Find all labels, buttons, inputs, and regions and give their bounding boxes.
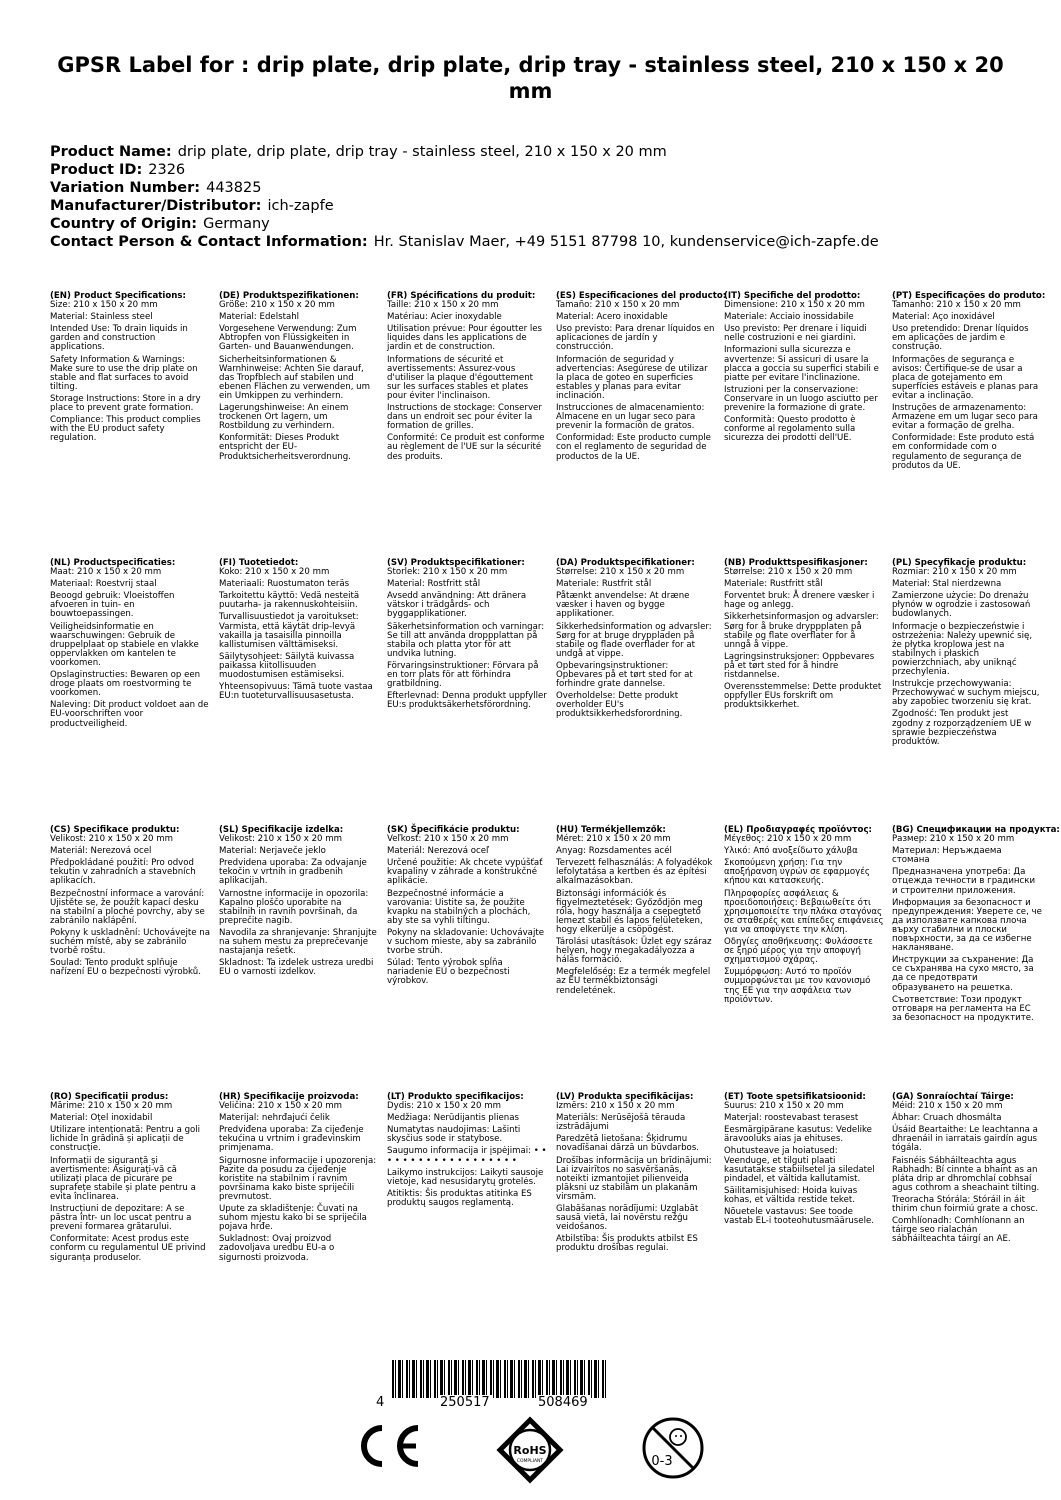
spec-block bbox=[387, 826, 547, 1088]
spec-line: Informații de siguranță și avertismente: Asigurați-vă că utilizați placa de picurare pe suprafețe stabile și plate pentru a evita înclinarea. bbox=[50, 1155, 196, 1202]
spec-line: Paredzētā lietošana: Šķidrumu novadīšanai dārzā un būvdarbos. bbox=[556, 1134, 700, 1154]
spec-line: Sigurnosne informacije i upozorenja: Pazite da posudu za cijeđenje koristite na stabilnim i ravnim površinama kako biste spriječili prevrnutost. bbox=[219, 1155, 377, 1202]
barcode-digits-right: 508469 bbox=[538, 1395, 588, 1410]
rohs-text: RoHS bbox=[513, 1444, 547, 1457]
spec-line: Materiaal: Roestvrij staal bbox=[50, 579, 157, 590]
spec-block-heading: (BG) Спецификации на продукта: bbox=[892, 825, 1060, 835]
spec-line: Uso previsto: Per drenare i liquidi nelle costruzioni e nei giardini. bbox=[724, 324, 867, 344]
info-row bbox=[50, 179, 1030, 197]
spec-line: Forventet bruk: Å drenere væsker i hage og anlegg. bbox=[724, 591, 875, 611]
spec-line: Инструкции за съхранение: Да се съхранява на сухо място, за да се предотврати образуването на решетка. bbox=[892, 955, 1034, 993]
spec-line: Pokyny na skladovanie: Uchovávajte v suchom mieste, aby sa zabránilo tvorbe strúh. bbox=[387, 927, 544, 957]
info-value: 2326 bbox=[148, 162, 186, 178]
spec-line: Dydis: 210 x 150 x 20 mm bbox=[387, 1101, 501, 1112]
product-info bbox=[50, 143, 1030, 251]
spec-line: Compliance: This product complies with the EU product safety regulation. bbox=[50, 415, 201, 444]
spec-line: Lagerungshinweise: An einem trockenen Ort lagern, um Rostbildung zu verhindern. bbox=[219, 403, 349, 432]
spec-block bbox=[892, 291, 1046, 554]
spec-line: Veličina: 210 x 150 x 20 mm bbox=[219, 1101, 343, 1112]
spec-line: Taille: 210 x 150 x 20 mm bbox=[387, 300, 499, 311]
age-warning-icon bbox=[640, 1415, 706, 1481]
spec-line: Sicherheitsinformationen & Warnhinweise: Achten Sie darauf, das Tropfblech auf stabilen und ebenen Flächen zu verwenden, um ein Umkippen zu verhindern. bbox=[219, 354, 371, 401]
spec-block-heading: (CS) Specifikace produktu: bbox=[50, 825, 180, 835]
spec-line: Tervezett felhasználás: A folyadékok lefolytatása a kertben és az építési alkalmazásokban. bbox=[556, 858, 713, 887]
spec-line: Materiál: Nerezová ocel bbox=[50, 846, 152, 857]
spec-block bbox=[387, 1093, 547, 1325]
spec-line: Materiał: Stal nierdzewna bbox=[892, 579, 1002, 590]
spec-block bbox=[219, 1093, 379, 1325]
spec-line: Съответствие: Този продукт отговаря на регламента на ЕС за безопасност на продуктите. bbox=[892, 994, 1034, 1023]
spec-line: Eesmärgipärane kasutus: Vedelike äravooluks aias ja ehituses. bbox=[724, 1125, 872, 1145]
spec-line: Informações de segurança e avisos: Certifique-se de usar a placa de gotejamento em superfícies estáveis e planas para evitar a inclinação. bbox=[892, 354, 1039, 401]
spec-line: Konformität: Dieses Produkt entspricht der EU-Produktsicherheitsverordnung. bbox=[219, 433, 351, 462]
spec-line: Instructions de stockage: Conserver dans un endroit sec pour éviter la formation de grilles. bbox=[387, 403, 542, 432]
spec-block-heading: (ET) Toote spetsifikatsioonid: bbox=[724, 1092, 866, 1102]
spec-block bbox=[387, 559, 547, 821]
spec-line: Material: Aço inoxidável bbox=[892, 312, 995, 323]
spec-line: Größe: 210 x 150 x 20 mm bbox=[219, 300, 335, 311]
spec-block bbox=[556, 826, 716, 1088]
spec-block bbox=[50, 292, 210, 554]
spec-line: Materiale: Acciaio inossidabile bbox=[724, 312, 854, 323]
spec-block-heading: (DA) Produktspecifikationer: bbox=[556, 558, 695, 568]
spec-block-heading: (IT) Specifiche del prodotto: bbox=[724, 291, 861, 301]
spec-line: Conformitate: Acest produs este conform cu regulamentul UE privind siguranța produselor. bbox=[50, 1234, 206, 1263]
spec-line: Vorgesehene Verwendung: Zum Abtropfen von Flüssigkeiten in Garten- und Bauanwendungen. bbox=[219, 324, 357, 353]
spec-line: Izmērs: 210 x 150 x 20 mm bbox=[556, 1101, 675, 1112]
spec-line: Uso previsto: Para drenar líquidos en aplicaciones de jardín y construcción. bbox=[556, 324, 715, 353]
spec-line: Tárolási utasítások: Üzlet egy száraz helyen, hogy megakadályozza a hálás formáció. bbox=[556, 937, 712, 966]
spec-block-heading: (HU) Termékjellemzők: bbox=[556, 825, 666, 835]
spec-line: Συμμόρφωση: Αυτό το προϊόν συμμορφώνεται με τον κανονισμό της ΕΕ για την ασφάλεια των προϊόντων. bbox=[724, 967, 871, 1005]
spec-line: Laikymo instrukcijos: Laikyti sausoje vietoje, kad nesusidarytų grotelės. bbox=[387, 1167, 544, 1187]
spec-line: Instrucțiuni de depozitare: A se păstra într- un loc uscat pentru a preveni formarea grătarului. bbox=[50, 1204, 192, 1233]
spec-line: Informacje o bezpieczeństwie i ostrzeżenia: Należy upewnić się, że płytka kroplowa jest na stabilnych i płaskich powierzchniach, aby uniknąć przechylenia. bbox=[892, 621, 1033, 678]
spec-line: Safety Information & Warnings: Make sure to use the drip plate on stable and flat surfaces to avoid tilting. bbox=[50, 354, 198, 392]
spec-block-heading: (PT) Especificações do produto: bbox=[892, 291, 1046, 301]
info-row bbox=[50, 143, 1030, 161]
spec-block bbox=[724, 1093, 884, 1325]
spec-line: Varnostne informacije in opozorila: Kapalno ploščo uporabite na stabilnih in ravnih površinah, da preprečite nagib. bbox=[219, 888, 369, 926]
spec-block-heading: (SK) Špecifikácie produktu: bbox=[387, 825, 520, 835]
spec-line: Opbevaringsinstruktioner: Opbevares på et tørt sted for at forhindre grate dannelse. bbox=[556, 660, 693, 690]
spec-line: Materiale: Rustfrit stål bbox=[556, 579, 652, 590]
spec-line: Drošības informācija un brīdinājumi: Lai izvairītos no sasvēršanās, noteikti izmantojiet pilienveida plāksni uz stabilām un plakanām virsmām. bbox=[556, 1155, 712, 1202]
spec-line: Instrukcje przechowywania: Przechowywać w suchym miejscu, aby zapobiec tworzeniu się krat. bbox=[892, 679, 1040, 708]
rohs-compliant-text: COMPLIANT bbox=[516, 1459, 544, 1464]
spec-line: Velikost: 210 x 150 x 20 mm bbox=[50, 834, 173, 845]
spec-block bbox=[892, 559, 1042, 821]
spec-block-heading: (GA) Sonraíochtaí Táirge: bbox=[892, 1092, 1014, 1102]
info-row bbox=[50, 161, 1030, 179]
spec-block bbox=[387, 292, 547, 554]
info-row bbox=[50, 215, 1030, 233]
spec-line: Materiale: Rustfritt stål bbox=[724, 579, 823, 590]
spec-line: Nõuetele vastavus: See toode vastab EL-i tooteohutusmäärusele. bbox=[724, 1207, 874, 1227]
spec-block-heading: (ES) Especificaciones del producto: bbox=[556, 291, 727, 301]
spec-line: Størrelse: 210 x 150 x 20 mm bbox=[556, 567, 685, 578]
spec-block bbox=[724, 292, 884, 554]
spec-line: Efterlevnad: Denna produkt uppfyller EU:s produktsäkerhetsförordning. bbox=[387, 691, 547, 711]
spec-line: Förvaringsinstruktioner: Förvara på en torr plats för att förhindra gratbildning. bbox=[387, 660, 539, 690]
spec-block bbox=[724, 826, 884, 1088]
spec-block-heading: (FI) Tuotetiedot: bbox=[219, 558, 299, 568]
info-value: Hr. Stanislav Maer, +49 5151 87798 10, kundenservice@ich-zapfe.de bbox=[373, 234, 879, 250]
barcode-digits-left: 250517 bbox=[440, 1395, 490, 1410]
barcode-bars bbox=[392, 1360, 607, 1398]
spec-line: Predvidena uporaba: Za odvajanje tekočin v vrtnih in gradbenih aplikacijah. bbox=[219, 858, 367, 887]
spec-line: Информация за безопасност и предупреждения: Уверете се, че да използвате капкова плоча върху стабилни и плоски повърхности, за да се избегне накланяване. bbox=[892, 897, 1042, 954]
spec-line: Säilytysohjeet: Säilytä kuivassa paikassa kiitollisuuden muodostumisen estämiseksi. bbox=[219, 651, 355, 681]
spec-line: Méret: 210 x 150 x 20 mm bbox=[556, 834, 671, 845]
spec-line: Bezpečnostné informácie a varovania: Uistite sa, že použite kvapku na stabilných a plochách, aby ste sa vyhli tiltingu. bbox=[387, 888, 531, 926]
spec-line: Bezpečnostní informace a varování: Ujistěte se, že použít kapací desku na stabilní a ploché povrchy, aby se zabránilo naklápění. bbox=[50, 888, 205, 926]
spec-line: Instruções de armazenamento: Armazene em um lugar seco para evitar a formação de grelha. bbox=[892, 403, 1038, 432]
info-value: ich-zapfe bbox=[267, 198, 334, 214]
spec-line: Dimensione: 210 x 150 x 20 mm bbox=[724, 300, 865, 311]
spec-line: Suurus: 210 x 150 x 20 mm bbox=[724, 1101, 844, 1112]
spec-line: Numatytas naudojimas: Lašinti skysčius sode ir statybose. bbox=[387, 1125, 521, 1145]
spec-line: Zamierzone użycie: Do drenażu płynów w ogrodzie i zastosowań budowlanych. bbox=[892, 591, 1031, 620]
spec-block bbox=[892, 1093, 1042, 1325]
spec-line: Material: Edelstahl bbox=[219, 312, 300, 323]
spec-block-heading: (RO) Specificații produs: bbox=[50, 1092, 169, 1102]
spec-line: Οδηγίες αποθήκευσης: Φυλάσσετε σε ξηρό μέρος για την αποφυγή σχηματισμού σχάρας. bbox=[724, 937, 873, 966]
spec-line: Instrucciones de almacenamiento: Almacene en un lugar seco para prevenir la formación de gratos. bbox=[556, 403, 705, 432]
spec-line: Megfelelőség: Ez a termék megfelel az EU termékbiztonsági rendeletének. bbox=[556, 967, 711, 996]
spec-block bbox=[556, 559, 716, 821]
spec-line: Størrelse: 210 x 150 x 20 mm bbox=[724, 567, 853, 578]
spec-line: Mărime: 210 x 150 x 20 mm bbox=[50, 1101, 173, 1112]
spec-block bbox=[50, 1093, 210, 1325]
spec-line: Πληροφορίες ασφάλειας & προειδοποιήσεις: Βεβαιωθείτε ότι χρησιμοποιείτε την πλάκα σταγόνας σε σταθερές και επίπεδες επιφάνειες για να αποφύγετε την κλίση. bbox=[724, 888, 884, 935]
spec-line: Ábhar: Cruach dhosmálta bbox=[892, 1113, 1002, 1124]
spec-line: Turvallisuustiedot ja varoitukset: Varmista, että käytät drip-levyä vakailla ja tasaisilla pinnoilla kallistumisen välttämiseksi. bbox=[219, 612, 359, 650]
spec-block bbox=[50, 826, 210, 1088]
spec-line: Atbilstība: Šis produkts atbilst ES produktu drošības regulai. bbox=[556, 1234, 698, 1254]
spec-line: Material: Stainless steel bbox=[50, 312, 153, 323]
spec-line: Předpokládané použití: Pro odvod tekutin v zahradních a stavebních aplikacích. bbox=[50, 858, 196, 887]
spec-line: Beoogd gebruik: Vloeistoffen afvoeren in tuin- en bouwtoepassingen. bbox=[50, 591, 175, 620]
spec-line: Conformità: Questo prodotto è conforme al regolamento sulla sicurezza dei prodotti dell'UE. bbox=[724, 415, 856, 444]
spec-line: Intended Use: To drain liquids in garden and construction applications. bbox=[50, 324, 188, 353]
spec-line: Materijal: nehrđajući čelik bbox=[219, 1113, 330, 1124]
info-label: Variation Number: bbox=[50, 180, 201, 196]
info-label: Product Name: bbox=[50, 144, 172, 160]
spec-line: Utilisation prévue: Pour égoutter les liquides dans les applications de jardin et de construction. bbox=[387, 324, 543, 353]
spec-line: Utilizare intenționată: Pentru a goli lichide în grădină și aplicații de construcție. bbox=[50, 1125, 201, 1154]
info-value: 443825 bbox=[206, 180, 262, 196]
spec-line: Säilitamisjuhised: Hoida kuivas kohas, et vältida restide teket. bbox=[724, 1185, 858, 1205]
spec-line: Conformité: Ce produit est conforme au règlement de l'UE sur la sécurité des produits. bbox=[387, 433, 545, 462]
spec-line: Tamanho: 210 x 150 x 20 mm bbox=[892, 300, 1021, 311]
spec-line: Material: Rostfritt stål bbox=[387, 579, 481, 590]
spec-line: Размер: 210 x 150 x 20 mm bbox=[892, 834, 1015, 845]
spec-line: Velikost: 210 x 150 x 20 mm bbox=[219, 834, 342, 845]
spec-line: Informazioni sulla sicurezza e avvertenze: Si assicuri di usare la placca a goccia su superfici stabili e piatte per evitare l'inclinazione. bbox=[724, 345, 879, 383]
spec-line: Upute za skladištenje: Čuvati na suhom mjestu kako bi se spriječila pojava hrđe. bbox=[219, 1204, 367, 1233]
spec-line: Saugumo informacija ir įspėjimai: • • • • • • • • • • • • • • • • • • • bbox=[387, 1146, 547, 1166]
spec-line: Veľkosť: 210 x 150 x 20 mm bbox=[387, 834, 509, 845]
spec-line: Treoracha Stórála: Stóráil in áit thirim chun foirmiú grate a chosc. bbox=[892, 1194, 1039, 1215]
spec-line: Méid: 210 x 150 x 20 mm bbox=[892, 1101, 1003, 1112]
spec-line: Veiligheidsinformatie en waarschuwingen: Gebruik de druppelplaat op stabiele en vlakke oppervlakken om kantelen te voorkomen. bbox=[50, 621, 199, 668]
spec-line: Säkerhetsinformation och varningar: Se till att använda droppplattan på stabila och platta ytor för att undvika lutning. bbox=[387, 621, 545, 659]
spec-line: Určené použitie: Ak chcete vypúšťať kvapaliny v záhrade a konštrukčné aplikácie. bbox=[387, 858, 543, 887]
info-row bbox=[50, 233, 1030, 251]
spec-line: Material: Nerjaveče jeklo bbox=[219, 846, 326, 857]
spec-line: Tamaño: 210 x 150 x 20 mm bbox=[556, 300, 680, 311]
spec-line: Υλικό: Από ανοξείδωτο χάλυβα bbox=[724, 846, 858, 857]
ce-mark-icon bbox=[352, 1422, 424, 1470]
spec-line: Overholdelse: Dette produkt overholder EU's produktsikkerhedsforordning. bbox=[556, 691, 683, 720]
spec-line: Lagringsinstruksjoner: Oppbevares på et tørt sted for å hindre ristdannelse. bbox=[724, 651, 875, 681]
spec-line: Información de seguridad y advertencias: Asegúrese de utilizar la placa de goteo en superficies estables y planas para evitar inclinación. bbox=[556, 354, 708, 401]
spec-line: Maat: 210 x 150 x 20 mm bbox=[50, 567, 162, 578]
spec-block-heading: (DE) Produktspezifikationen: bbox=[219, 291, 359, 301]
spec-line: Storage Instructions: Store in a dry place to prevent grate formation. bbox=[50, 393, 201, 414]
spec-block-heading: (EN) Product Specifications: bbox=[50, 291, 186, 301]
spec-block bbox=[219, 826, 379, 1088]
rohs-icon bbox=[498, 1418, 562, 1482]
spec-line: Sikkerhedsinformation og advarsler: Sørg for at bruge dryppladen på stabile og flade overflader for at undgå at vippe. bbox=[556, 621, 712, 659]
spec-line: Avsedd användning: Att dränera vätskor i trädgårds- och byggapplikationer. bbox=[387, 591, 527, 620]
spec-line: Sikkerhetsinformasjon og advarsler: Sørg for å bruke dryppplaten på stabile og flate overflater for å unngå å vippe. bbox=[724, 612, 879, 650]
spec-line: Material: Oțel inoxidabil bbox=[50, 1113, 153, 1124]
spec-block-heading: (NL) Productspecificaties: bbox=[50, 558, 176, 568]
spec-line: Ohutusteave ja hoiatused: Veenduge, et tilguti plaati kasutatakse stabiilsetel ja siledatel pindadel, et vältida kallutamist. bbox=[724, 1146, 875, 1184]
ean-barcode bbox=[376, 1360, 607, 1410]
spec-line: Naleving: Dit product voldoet aan de EU-voorschriften voor productveiligheid. bbox=[50, 700, 209, 729]
spec-line: Materiāls: Nerūsējošā tērauda izstrādājumi bbox=[556, 1113, 686, 1133]
age-label: 0-3 bbox=[651, 1454, 673, 1469]
spec-block bbox=[219, 559, 379, 821]
spec-line: Soulad: Tento produkt splňuje nařízení EU o bezpečnosti výrobků. bbox=[50, 958, 201, 978]
spec-line: Μέγεθος: 210 x 150 x 20 mm bbox=[724, 834, 852, 845]
spec-line: Pokyny k uskladnění: Uchovávejte na suchém místě, aby se zabránilo tvorbě roštu. bbox=[50, 927, 210, 957]
spec-line: Biztonsági információk és figyelmeztetések: Győződjön meg róla, hogy használja a csepegtető lemezt stabil és lapos felületeken, hogy elkerülje a csöpögést. bbox=[556, 888, 703, 935]
spec-line: Matériau: Acier inoxydable bbox=[387, 312, 502, 323]
spec-block bbox=[724, 559, 884, 821]
spec-block-heading: (HR) Specifikacije proizvoda: bbox=[219, 1092, 359, 1102]
spec-line: Sukladnost: Ovaj proizvod zadovoljava uredbu EU-a o sigurnosti proizvoda. bbox=[219, 1234, 335, 1263]
spec-line: Materjal: roostevabast terasest bbox=[724, 1113, 859, 1124]
spec-line: Tarkoitettu käyttö: Vedä nesteitä puutarha- ja rakennuskohteisiin. bbox=[219, 591, 360, 611]
spec-line: Material: Acero inoxidable bbox=[556, 312, 668, 323]
spec-block-heading: (LV) Produkta specifikācijas: bbox=[556, 1092, 694, 1102]
spec-block-heading: (FR) Spécifications du produit: bbox=[387, 291, 536, 301]
spec-block bbox=[556, 291, 727, 554]
info-row bbox=[50, 197, 1030, 215]
spec-line: Glabāšanas norādījumi: Uzglabāt sausā vietā, lai novērstu režģu veidošanos. bbox=[556, 1204, 699, 1233]
spec-block-heading: (SL) Specifikacije izdelka: bbox=[219, 825, 344, 835]
spec-block-heading: (NB) Produkttspesifikasjoner: bbox=[724, 558, 868, 568]
spec-line: Materiaali: Ruostumaton teräs bbox=[219, 579, 350, 590]
spec-line: Úsáid Beartaithe: Le leachtanna a dhraenáil in iarratais gairdín agus tógála. bbox=[892, 1125, 1038, 1154]
spec-line: Atitiktis: Šis produktas atitinka ES produktų saugos reglamentą. bbox=[387, 1188, 532, 1208]
spec-line: Материал: Неръждаема стомана bbox=[892, 846, 1002, 866]
spec-line: Σκοπούμενη χρήση: Για την αποξήρανση υγρών σε εφαρμογές κήπου και κατασκευής. bbox=[724, 858, 870, 887]
label-title: GPSR Label for : drip plate, drip plate, drip tray - stainless steel, 210 x 150 x 20 mm bbox=[57, 53, 1004, 103]
spec-line: Storlek: 210 x 150 x 20 mm bbox=[387, 567, 508, 578]
spec-line: Conformidad: Este producto cumple con el reglamento de seguridad de productos de la UE. bbox=[556, 433, 711, 462]
spec-line: Rozmiar: 210 x 150 x 20 mm bbox=[892, 567, 1017, 578]
spec-line: Informations de sécurité et avertissements: Assurez-vous d'utiliser la plaque d'égouttement sur les surfaces stables et plates pour éviter l'inclinaison. bbox=[387, 354, 534, 401]
info-label: Manufacturer/Distributor: bbox=[50, 198, 262, 214]
spec-line: Uso pretendido: Drenar líquidos em aplicações de jardim e construção. bbox=[892, 324, 1029, 353]
spec-line: Súlad: Tento výrobok spĺňa nariadenie EÚ o bezpečnosti výrobkov. bbox=[387, 958, 510, 987]
spec-line: Skladnost: Ta izdelek ustreza uredbi EU o varnosti izdelkov. bbox=[219, 958, 374, 978]
spec-block-heading: (LT) Produkto specifikacijos: bbox=[387, 1092, 524, 1102]
spec-line: Navodila za shranjevanje: Shranjujte na suhem mestu za preprečevanje nastajanja rešetk. bbox=[219, 927, 377, 957]
spec-line: Comhlíonadh: Comhlíonann an táirge seo rialachán sábháilteachta táirgí an AE. bbox=[892, 1216, 1025, 1245]
spec-line: Istruzioni per la conservazione: Conservare in un luogo asciutto per prevenire la formazione di grate. bbox=[724, 384, 878, 414]
barcode-digit-prefix: 4 bbox=[376, 1395, 385, 1410]
spec-line: Предназначена употреба: Да отцежда течности в градински и строителни приложения. bbox=[892, 867, 1036, 896]
spec-line: Faisnéis Sábháilteachta agus Rabhadh: Bí cinnte a bhaint as an pláta drip ar dhromchlaí cobhsaí agus cothrom a sheachaint tilting. bbox=[892, 1155, 1040, 1193]
spec-line: Opslaginstructies: Bewaren op een droge plaats om roestvorming te voorkomen. bbox=[50, 670, 201, 699]
spec-block-heading: (EL) Προδιαγραφές προϊόντος: bbox=[724, 825, 872, 835]
spec-block bbox=[556, 1093, 716, 1325]
info-label: Contact Person & Contact Information: bbox=[50, 234, 368, 250]
info-value: Germany bbox=[203, 216, 270, 232]
spec-line: Medžiaga: Nerūdijantis plienas bbox=[387, 1113, 519, 1124]
info-label: Product ID: bbox=[50, 162, 143, 178]
spec-line: Predviđena uporaba: Za cijeđenje tekućina u vrtnim i građevinskim primjenama. bbox=[219, 1125, 364, 1154]
spec-block bbox=[892, 825, 1060, 1088]
spec-block-heading: (PL) Specyfikacje produktu: bbox=[892, 558, 1027, 568]
spec-line: Size: 210 x 150 x 20 mm bbox=[50, 300, 158, 311]
spec-block-heading: (SV) Produktspecifikationer: bbox=[387, 558, 525, 568]
spec-line: Zgodność: Ten produkt jest zgodny z rozporządzeniem UE w sprawie bezpieczeństwa produktów. bbox=[892, 709, 1032, 747]
spec-block bbox=[50, 559, 210, 821]
spec-line: Påtænkt anvendelse: At dræne væsker i haven og bygge applikationer. bbox=[556, 591, 690, 620]
spec-line: Yhteensopivuus: Tämä tuote vastaa EU:n tuoteturvallisuusasetusta. bbox=[219, 682, 373, 702]
spec-line: Anyag: Rozsdamentes acél bbox=[556, 846, 672, 857]
spec-line: Koko: 210 x 150 x 20 mm bbox=[219, 567, 330, 578]
spec-block bbox=[219, 292, 379, 554]
info-value: drip plate, drip plate, drip tray - stainless steel, 210 x 150 x 20 mm bbox=[177, 144, 667, 160]
spec-line: Overensstemmelse: Dette produktet oppfyller EUs forskrift om produktsikkerhet. bbox=[724, 682, 882, 711]
info-label: Country of Origin: bbox=[50, 216, 198, 232]
spec-line: Conformidade: Este produto está em conformidade com o regulamento de segurança de produtos da UE. bbox=[892, 433, 1035, 471]
spec-line: Materiál: Nerezová oceľ bbox=[387, 846, 490, 857]
